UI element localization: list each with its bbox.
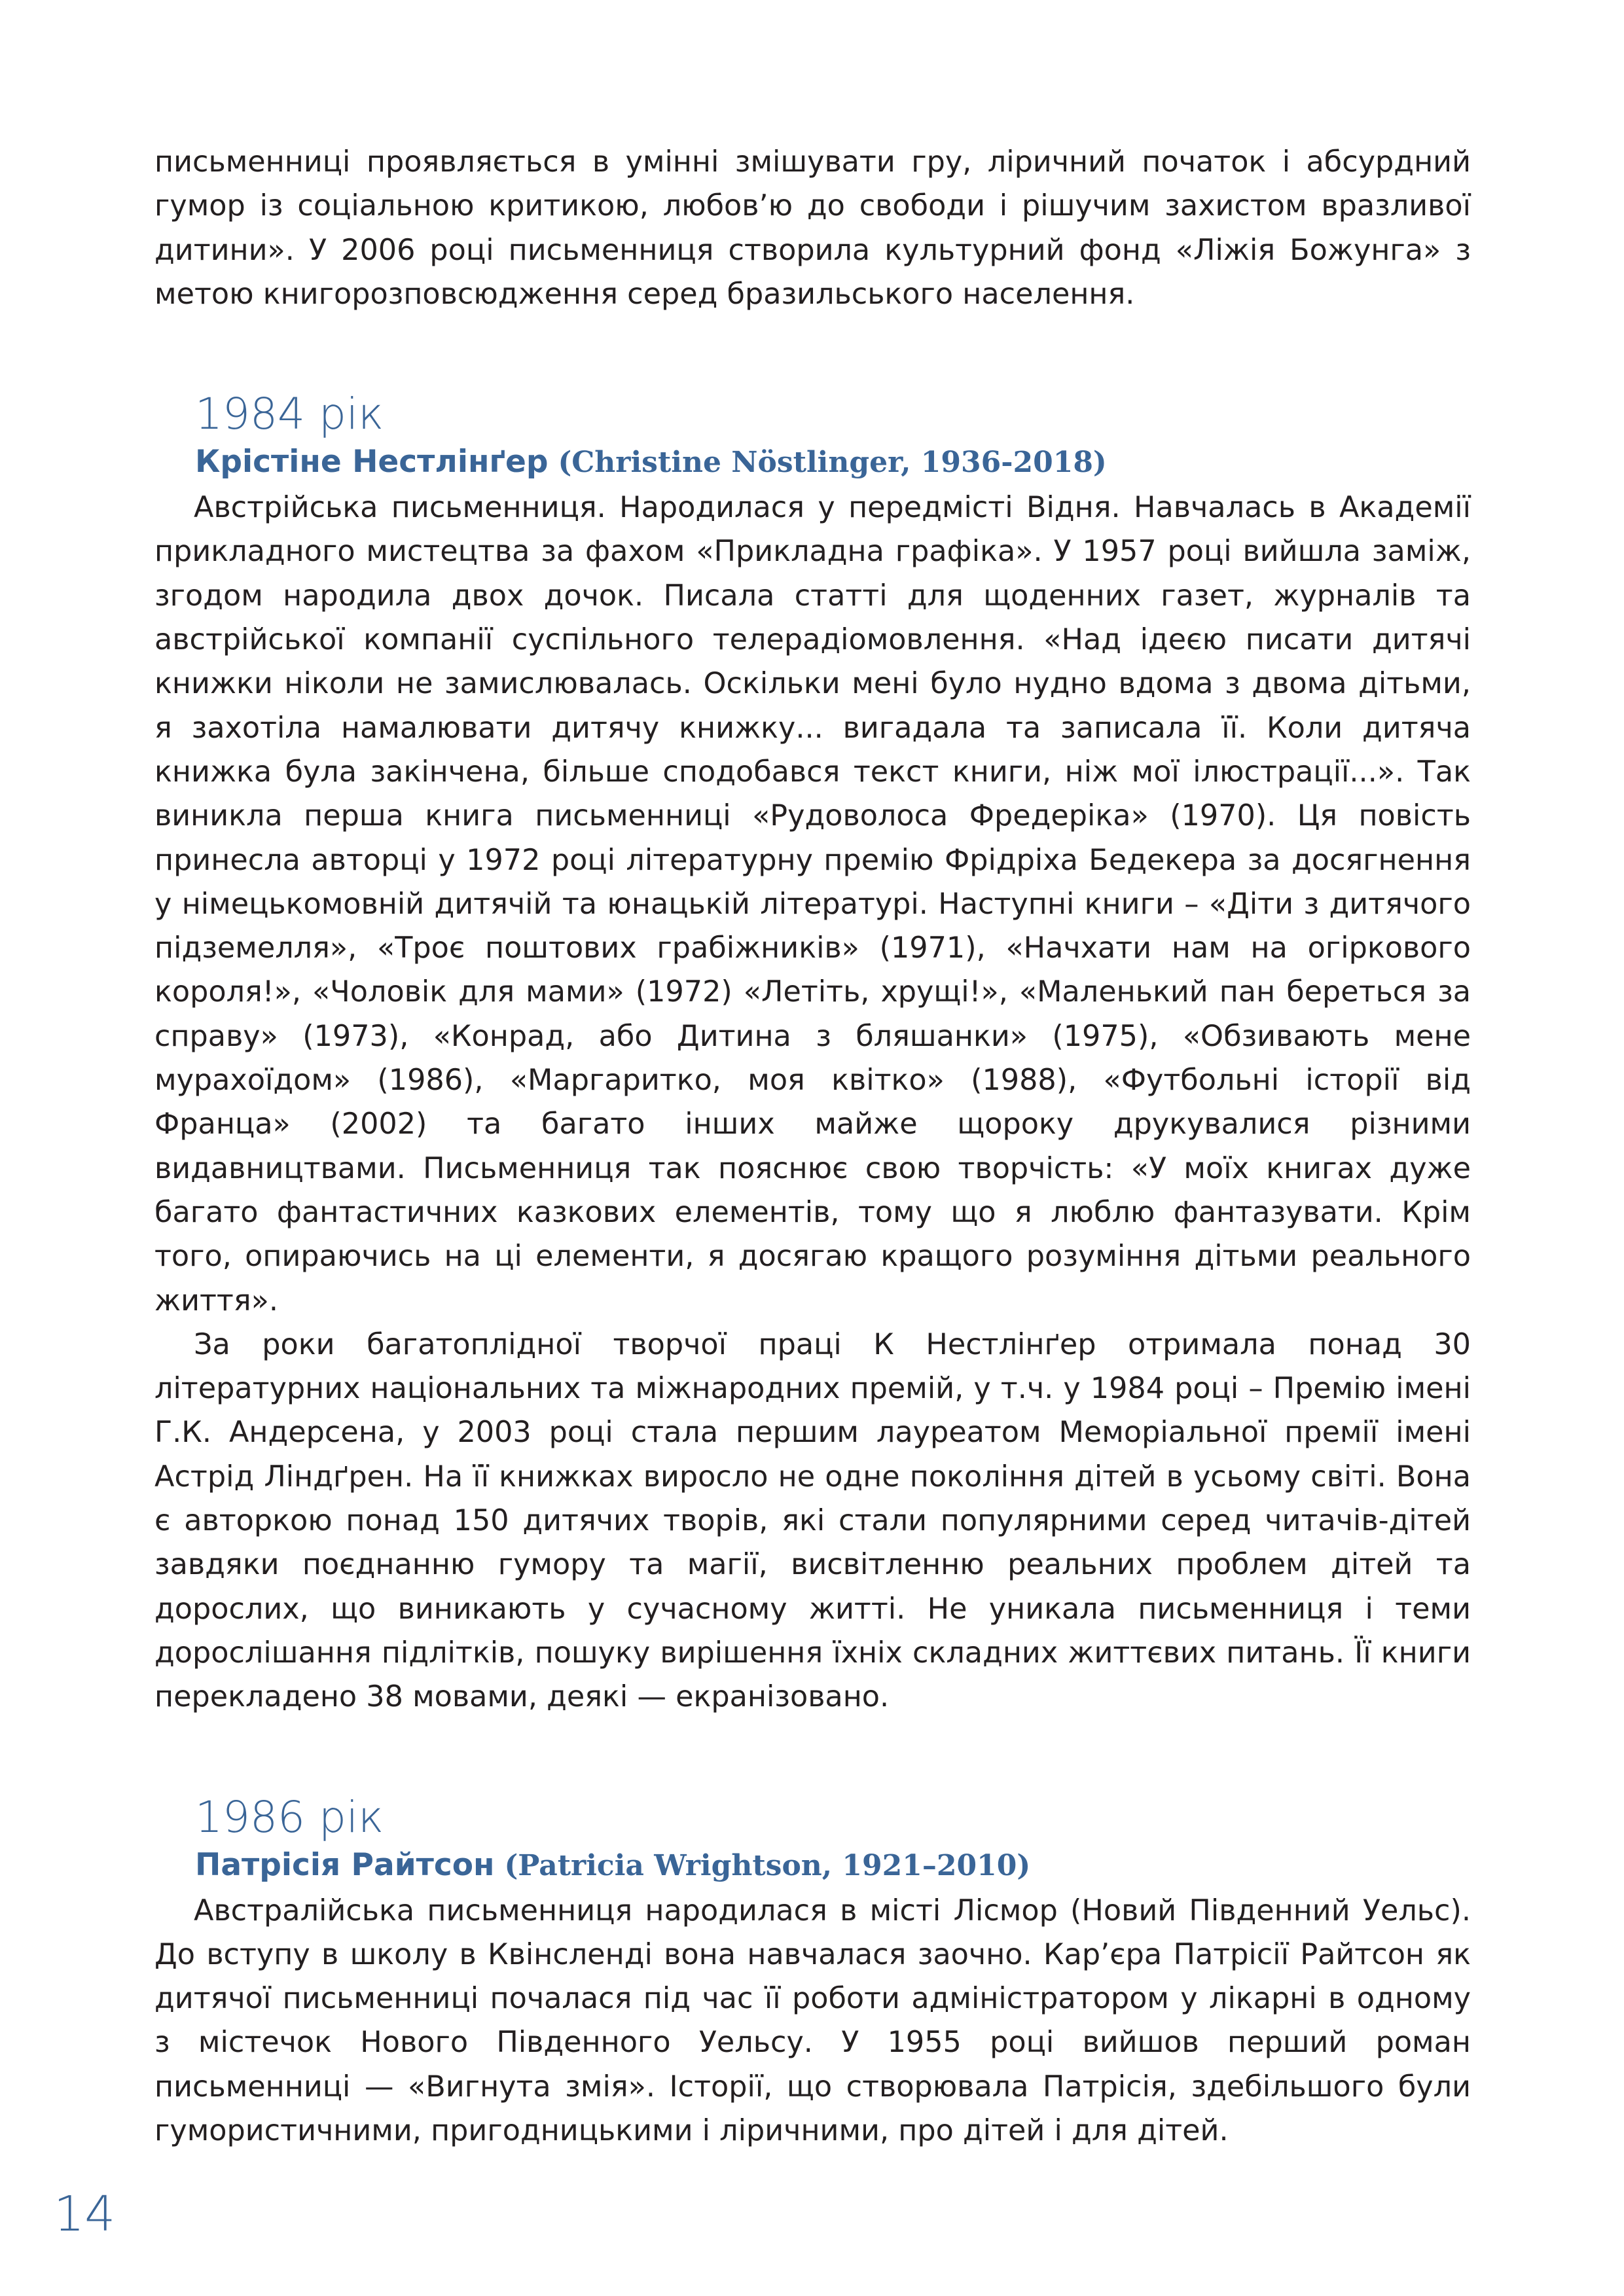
author-heading <box>195 440 1471 484</box>
section-year: 1986 рік <box>195 1791 384 1842</box>
author-heading <box>195 1844 1471 1888</box>
author-name: Крістіне Нестлінґер <box>195 444 549 480</box>
author-original-name: (Patricia Wrightson, 1921–2010) <box>504 1848 1031 1882</box>
author-name: Патрісія Райтсон <box>195 1846 495 1883</box>
section-1984 <box>154 388 1471 1719</box>
page-content <box>154 140 1471 2153</box>
body-paragraph: Австрійська письменниця. Народилася у передмісті Відня. Навчалась в Академії прикладного мистецтва за фахом «Прикладна графіка». У 1957 році вийшла заміж, згодом народила двох дочок. Писала статті для щоденних газет, журналів та австрійської компанії суспільного телерадіомовлення. «Над ідеєю писати дитячі книжки ніколи не замислювалась. Оскільки мені було нудно вдома з двома дітьми, я захотіла намалювати дитячу книжку... вигадала та записала її. Коли дитяча книжка була закінчена, більше сподобався текст книги, ніж мої ілюстрації...». Так виникла перша книга письменниці «Рудоволоса Фредеріка» (1970). Ця повість принесла авторці у 1972 році літературну премію Фрідріха Бедекера за досягнення у німецькомовній дитячій та юнацькій літературі. Наступні книги – «Діти з дитячого підземелля», «Троє поштових грабіжників» (1971), «Начхати нам на огіркового короля!», «Чоловік для мами» (1972) «Летіть, хрущі!», «Маленький пан береться за справу» (1973), «Конрад, або Дитина з бляшанки» (1975), «Обзивають мене мурахоїдом» (1986), «Маргаритко, моя квітко» (1988), «Футбольні історії від Франца» (2002) та багато інших майже щороку друкувалися різними видавництвами. Письменниця так пояснює свою творчість: «У моїх книгах дуже багато фантастичних казкових елементів, тому що я люблю фантазувати. Крім того, опираючись на ці елементи, я досягаю кращого розуміння дітьми реального життя». <box>154 491 1471 1318</box>
section-year: 1984 рік <box>195 389 384 440</box>
body-paragraph: За роки багатоплідної творчої праці К Нестлінґер отримала понад 30 літературних національних та міжнародних премій, у т.ч. у 1984 році – Премію імені Г.К. Андерсена, у 2003 році стала першим лауреатом Меморіальної премії імені Астрід Ліндґрен. На її книжках виросло не одне покоління дітей в усьому світі. Вона є авторкою понад 150 дитячих творів, які стали популярними серед читачів-дітей завдяки поєднанню гумору та магії, висвітленню реальних проблем дітей та дорослих, що виникають у сучасному житті. Не уникала письменниця і теми дорослішання підлітків, пошуку вирішення їхніх складних життєвих питань. Її книги перекладено 38 мовами, деякі — екранізовано. <box>154 1327 1471 1714</box>
page-number: 14 <box>54 2186 116 2242</box>
section-1986 <box>154 1791 1471 2153</box>
body-paragraph: Австралійська письменниця народилася в місті Лісмор (Новий Південний Уельс). До вступу в школу в Квінсленді вона навчалася заочно. Кар’єра Патрісії Райтсон як дитячої письменниці почалася під час її роботи адміністратором у лікарні в одному з містечок Нового Південного Уельсу. У 1955 році вийшов перший роман письменниці — «Вигнута змія». Історії, що створювала Патрісія, здебільшого були гумористичними, пригодницькими і ліричними, про дітей і для дітей. <box>154 1893 1471 2147</box>
intro-paragraph: письменниці проявляється в умінні змішувати гру, ліричний початок і абсурдний гумор із соціальною критикою, любов’ю до свободи і рішучим захистом вразливої дитини». У 2006 році письменниця створила культурний фонд «Ліжія Божунга» з метою книгорозповсюдження серед бразильського населення. <box>154 145 1471 311</box>
author-original-name: (Christine Nöstlinger, 1936-2018) <box>558 446 1107 480</box>
